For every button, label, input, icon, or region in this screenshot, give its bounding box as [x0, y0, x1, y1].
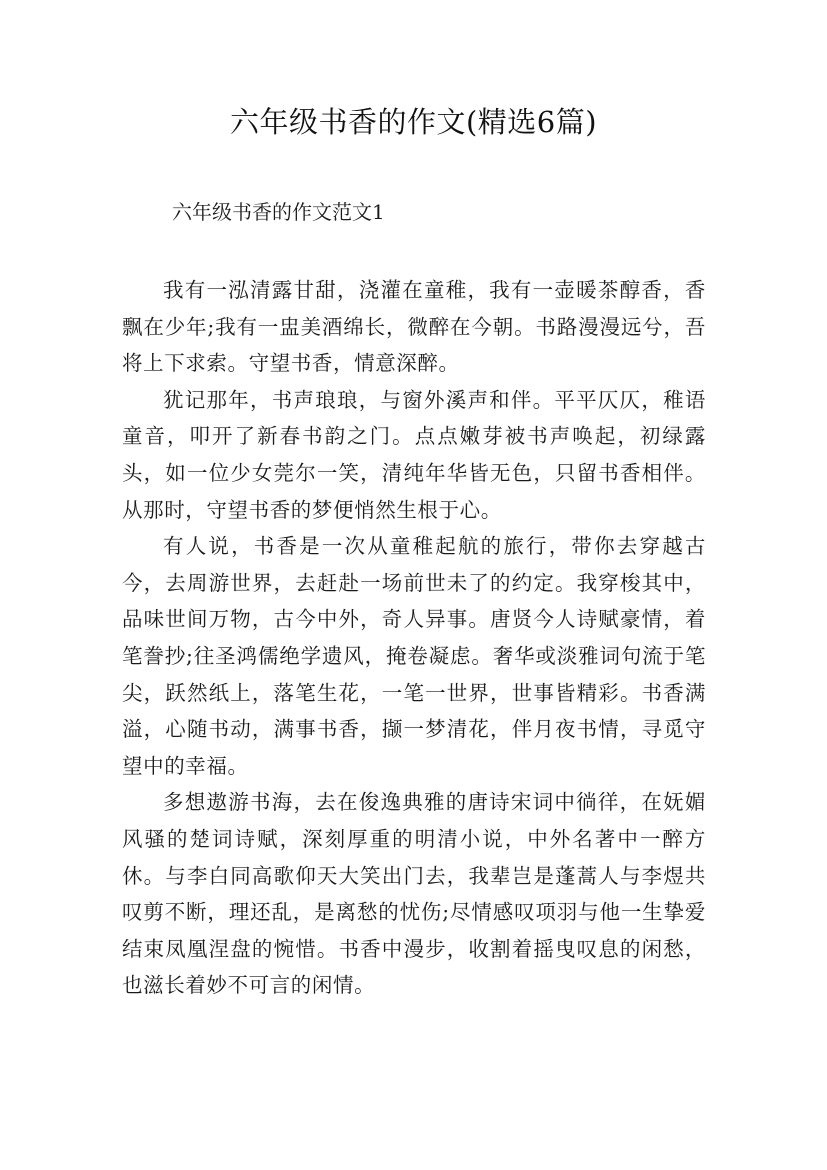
paragraph-2: 犹记那年，书声琅琅，与窗外溪声和伴。平平仄仄，稚语童音，叩开了新春书韵之门。点点嫩芽被书声唤起，初绿露头，如一位少女莞尔一笑，清纯年华皆无色，只留书香相伴。从那时，守望书香的梦便悄然生根于心。 [122, 387, 706, 522]
document-body [122, 272, 706, 1004]
section-subtitle: 六年级书香的作文范文1 [172, 200, 385, 224]
paragraph-4: 多想遨游书海，去在俊逸典雅的唐诗宋词中徜徉，在妩媚风骚的楚词诗赋，深刻厚重的明清小说，中外名著中一醉方休。与李白同高歌仰天大笑出门去，我辈岂是蓬蒿人与李煜共叹剪不断，理还乱，是离愁的忧伤;尽情感叹项羽与他一生挚爱结束凤凰涅盘的惋惜。书香中漫步，收割着摇曳叹息的闲愁，也滋长着妙不可言的闲情。 [122, 790, 706, 998]
paragraph-1: 我有一泓清露甘甜，浇灌在童稚，我有一壶暖茶醇香，香飘在少年;我有一盅美酒绵长，微醉在今朝。书路漫漫远兮，吾将上下求索。守望书香，情意深醉。 [122, 278, 706, 376]
paragraph-3: 有人说，书香是一次从童稚起航的旅行，带你去穿越古今，去周游世界，去赶赴一场前世未了的约定。我穿梭其中，品味世间万物，古今中外，奇人异事。唐贤今人诗赋豪情，着笔誊抄;往圣鸿儒绝学遗风，掩卷凝虑。奢华或淡雅词句流于笔尖，跃然纸上，落笔生花，一笔一世界，世事皆精彩。书香满溢，心随书动，满事书香，撷一梦清花，伴月夜书情，寻觅守望中的幸福。 [122, 534, 706, 778]
document-title: 六年级书香的作文(精选6篇) [229, 105, 598, 139]
